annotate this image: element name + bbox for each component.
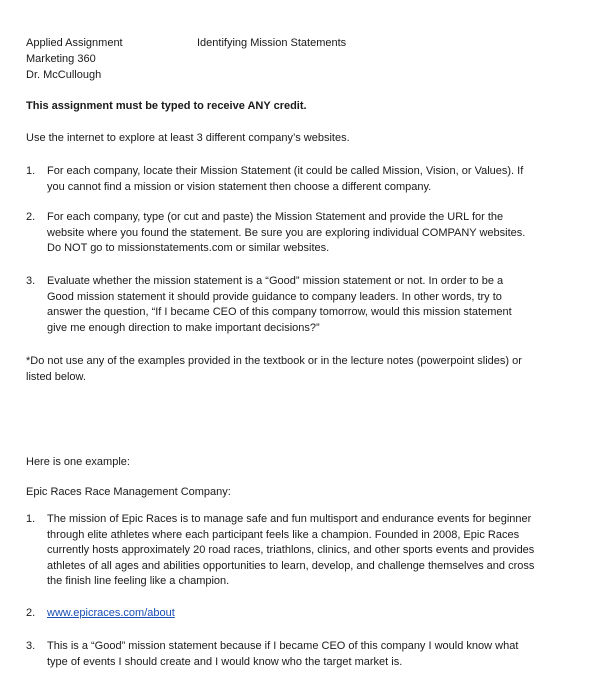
intro-text: Use the internet to explore at least 3 different company’s websites. [26, 132, 350, 144]
text-line: *Do not use any of the examples provided in the textbook or in the lecture notes (powerpoint slides) or [26, 355, 522, 367]
text-line: type of events I should create and I would know who the target market is. [47, 655, 403, 668]
list-number: 2. [26, 607, 36, 619]
list-number: 1. [26, 513, 36, 525]
example-item-2 [26, 606, 586, 622]
text-line: The mission of Epic Races is to manage safe and fun multisport and endurance events for beginner [47, 513, 532, 525]
text-line: give me enough direction to make important decisions?” [47, 321, 320, 334]
text-line: you cannot find a mission or vision statement then choose a different company. [47, 180, 432, 193]
instructor-name: Dr. McCullough [26, 69, 102, 81]
document-title: Identifying Mission Statements [197, 37, 347, 49]
text-line: Do NOT go to missionstatements.com or similar websites. [47, 242, 330, 254]
list-number: 3. [26, 640, 36, 652]
text-line: through elite athletes where each participant feels like a champion. Founded in 2008, Epic Races [47, 528, 520, 541]
text-line: For each company, locate their Mission Statement (it could be called Mission, Vision, or Values). If [47, 165, 524, 177]
course-type: Applied Assignment [26, 37, 123, 49]
example-intro: Here is one example: [26, 456, 130, 468]
text-line: currently hosts approximately 20 road races, triathlons, clinics, and other sports events and provides [47, 544, 535, 556]
text-line: listed below. [26, 370, 86, 383]
course-name: Marketing 360 [26, 53, 96, 65]
example-item-1 [26, 512, 586, 590]
text-line: athletes of all ages and abilities opportunities to learn, develop, and challenge themselves and cross [47, 559, 535, 572]
epicraces-link[interactable]: www.epicraces.com/about [47, 607, 175, 619]
text-line: This is a “Good” mission statement because if I became CEO of this company I would know what [47, 640, 519, 652]
instruction-item-2 [26, 210, 586, 257]
example-company: Epic Races Race Management Company: [26, 486, 231, 498]
text-line: Good mission statement it should provide guidance to company leaders. In other words, try to [47, 290, 502, 303]
text-line: Evaluate whether the mission statement is a “Good” mission statement or not. In order to be a [47, 275, 504, 287]
credit-notice: This assignment must be typed to receive ANY credit. [26, 100, 307, 112]
instruction-item-1 [26, 164, 586, 195]
example-item-3 [26, 639, 586, 670]
list-number: 3. [26, 275, 36, 287]
list-number: 1. [26, 165, 36, 177]
text-line: website where you found the statement. Be sure you are exploring individual COMPANY websites. [47, 226, 526, 239]
text-line: answer the question, “If I became CEO of this company tomorrow, would this mission statement [47, 306, 512, 318]
text-line: the finish line feeling like a champion. [47, 575, 230, 587]
text-line: For each company, type (or cut and paste) the Mission Statement and provide the URL for the [47, 211, 504, 223]
exclusion-note [26, 354, 586, 385]
list-number: 2. [26, 211, 36, 223]
instruction-item-3 [26, 274, 586, 336]
